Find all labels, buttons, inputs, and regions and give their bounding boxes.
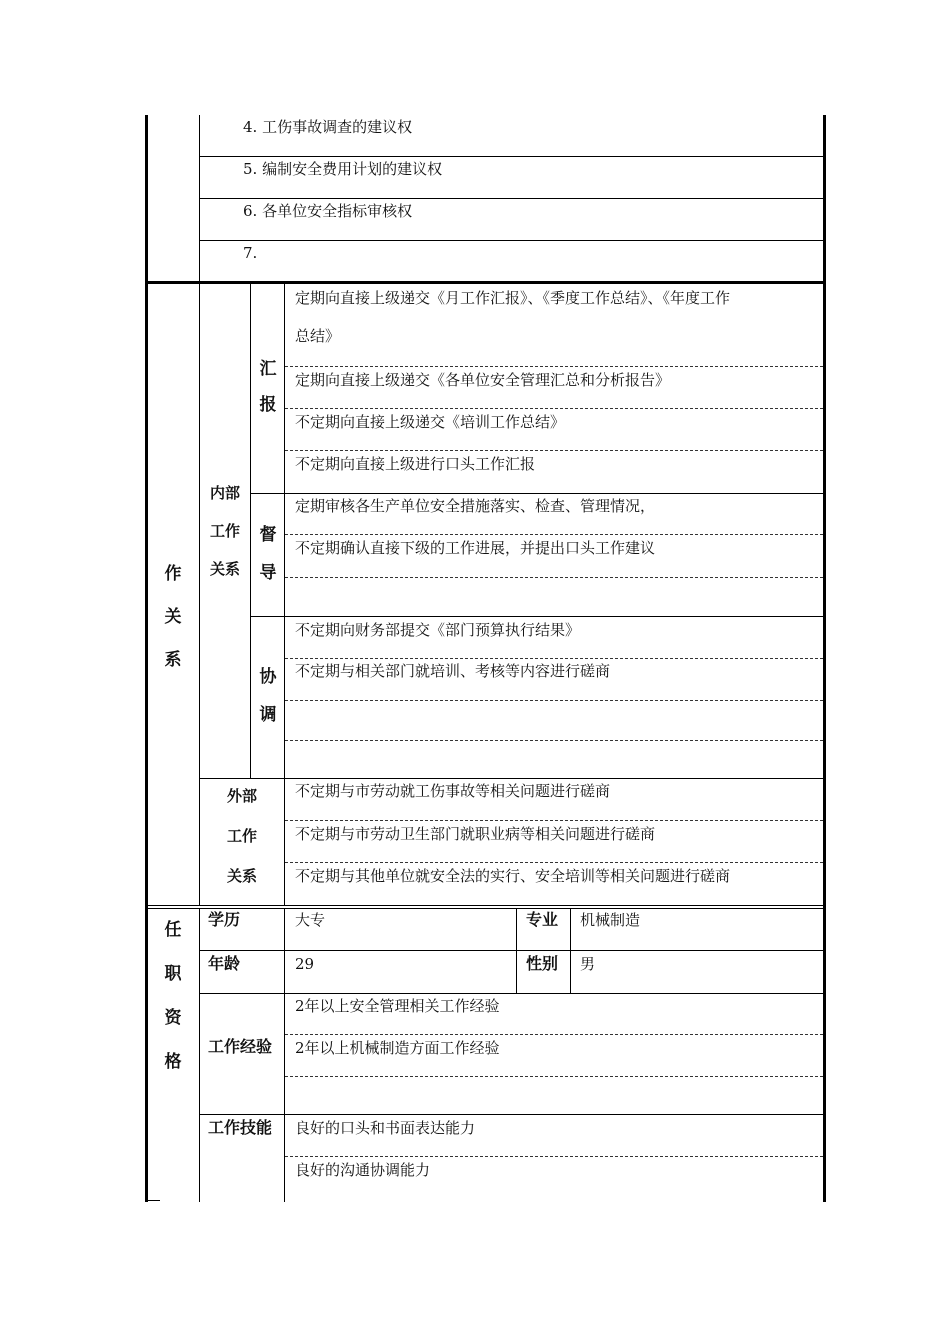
coordinate-item-1: 不定期向财务部提交《部门预算执行结果》 [295,621,581,639]
report-item-3: 不定期向直接上级递交《培训工作总结》 [295,413,566,431]
experience-label: 工作经验 [208,1037,273,1056]
experience-item-2: 2年以上机械制造方面工作经验 [295,1039,500,1057]
work-relations-label: 作 关 系 [164,564,182,670]
supervise-label: 督 导 [259,525,277,583]
skills-item-2: 良好的沟通协调能力 [295,1161,431,1179]
coordinate-item-2: 不定期与相关部门就培训、考核等内容进行磋商 [295,662,611,680]
supervise-item-1: 定期审核各生产单位安全措施落实、检查、管理情况， [295,497,656,515]
gender-label: 性别 [526,954,559,973]
report-item-2: 定期向直接上级递交《各单位安全管理汇总和分析报告》 [295,371,671,389]
report-item-1: 定期向直接上级递交《月工作汇报》、《季度工作总结》、《年度工作 [295,289,731,307]
rights-item-4: 4. 工伤事故调查的建议权 [243,118,413,136]
rights-item-6: 6. 各单位安全指标审核权 [243,202,413,220]
gender-value: 男 [580,955,596,973]
skills-label: 工作技能 [208,1118,273,1137]
skills-item-1: 良好的口头和书面表达能力 [295,1119,476,1137]
internal-relations-label: 内部 工作 关系 [209,484,240,578]
external-item-2: 不定期与市劳动卫生部门就职业病等相关问题进行磋商 [295,825,656,843]
education-label: 学历 [208,910,241,929]
external-item-3: 不定期与其他单位就安全法的实行、安全培训等相关问题进行磋商 [295,867,731,885]
major-value: 机械制造 [580,911,641,929]
report-label: 汇 报 [259,359,277,415]
experience-item-1: 2年以上安全管理相关工作经验 [295,997,500,1015]
external-item-1: 不定期与市劳动就工伤事故等相关问题进行磋商 [295,782,611,800]
age-value: 29 [295,955,315,973]
rights-item-5: 5. 编制安全费用计划的建议权 [243,160,443,178]
major-label: 专业 [526,910,559,929]
coordinate-label: 协 调 [259,667,277,725]
qualifications-label: 任 职 资 格 [164,920,182,1072]
supervise-item-2: 不定期确认直接下级的工作进展，并提出口头工作建议 [295,539,656,557]
education-value: 大专 [295,911,326,929]
external-relations-label: 外部 工作 关系 [226,787,257,885]
rights-item-7: 7. [243,244,258,262]
report-item-4: 不定期向直接上级进行口头工作汇报 [295,455,536,473]
report-item-1-cont: 总结》 [295,327,341,345]
age-label: 年龄 [208,954,241,973]
